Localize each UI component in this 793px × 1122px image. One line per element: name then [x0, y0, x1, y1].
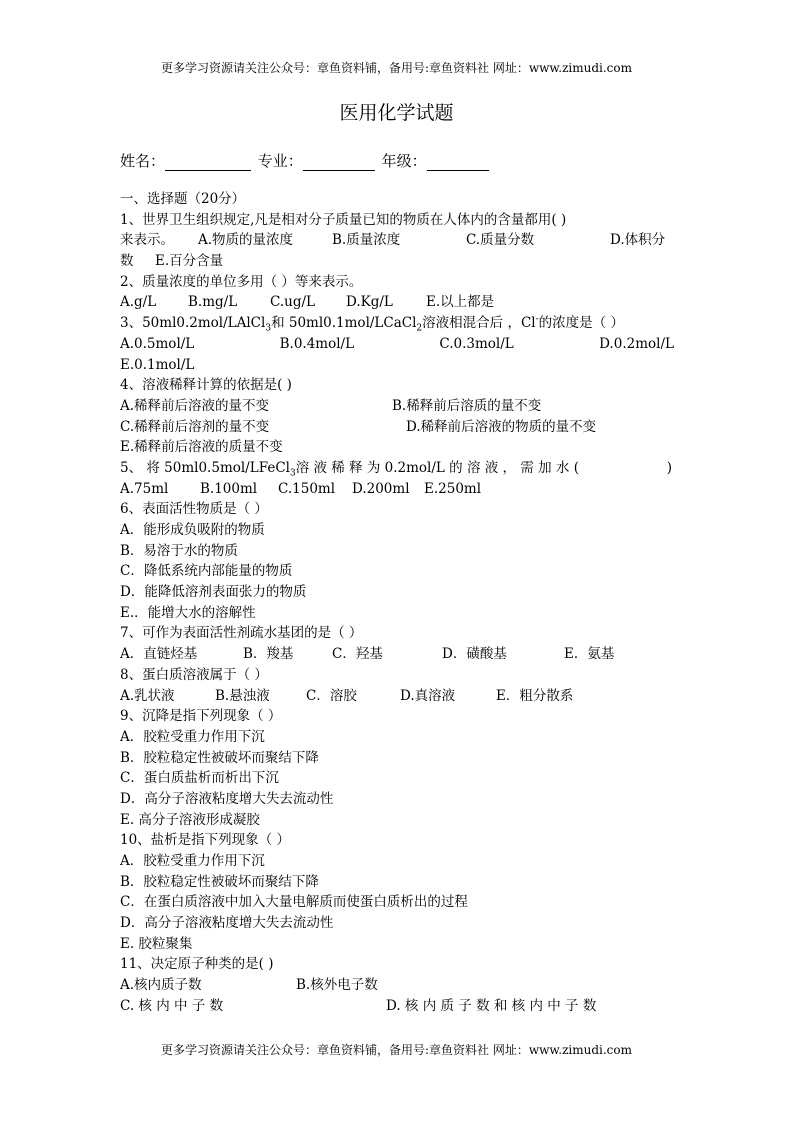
option-c: C．蛋白质盐析而析出下沉 — [120, 770, 279, 787]
grade-blank[interactable] — [427, 154, 489, 171]
option-e: E．氨基 — [564, 646, 615, 663]
page-title: 医用化学试题 — [339, 102, 454, 124]
question-8-options — [120, 686, 674, 707]
section-heading: 一、选择题（20分） — [120, 191, 246, 207]
option-e: E.．能增大水的溶解性 — [120, 604, 256, 621]
stem-part: 溶 液 稀 释 为 0.2mol/L 的 溶 液 ， 需 加 水 ( — [295, 459, 579, 476]
question-6-stem: 6、表面活性物质是（ ） — [120, 501, 268, 518]
question-list — [120, 189, 674, 1017]
question-5-options — [120, 479, 674, 500]
superscript: - — [535, 314, 539, 325]
answer-bracket: ) — [666, 459, 672, 476]
option-d: D.体积分 — [610, 232, 666, 249]
option-e: E. 高分子溶液形成凝胶 — [120, 811, 260, 828]
question-11-options-ab — [120, 975, 674, 996]
option-c: C．降低系统内部能量的物质 — [120, 563, 293, 580]
page-header: 更多学习资源请关注公众号：章鱼资料铺，备用号:章鱼资料社 网址：www.zimudi.com — [161, 61, 632, 75]
option-b: B．胶粒稳定性被破坏而聚结下降 — [120, 749, 319, 766]
option-a: A．胶粒受重力作用下沉 — [120, 853, 265, 869]
option-d: D．高分子溶液粘度增大失去流动性 — [120, 790, 334, 807]
page-footer: 更多学习资源请关注公众号：章鱼资料铺，备用号:章鱼资料社 网址：www.zimudi.com — [161, 1043, 632, 1057]
option-a: A.稀释前后溶液的量不变 — [120, 397, 270, 414]
question-1-options — [120, 230, 674, 251]
option-a: A．直链烃基 — [120, 646, 198, 663]
stem-part: 的浓度是（ ） — [538, 315, 624, 332]
option-a: A．能形成负吸附的物质 — [120, 522, 265, 538]
question-3-stem — [120, 313, 674, 334]
grade-label: 年级： — [381, 152, 427, 170]
option-e: E.250ml — [424, 480, 482, 497]
option-e: E. 胶粒聚集 — [120, 935, 193, 952]
option-c: C.质量分数 — [466, 232, 535, 249]
question-10-stem: 10、盐析是指下列现象（ ） — [120, 832, 290, 849]
option-e: E．粗分散系 — [496, 687, 574, 704]
option-a: A.g/L — [120, 294, 157, 311]
option-e: E.0.1mol/L — [120, 356, 195, 373]
student-info-form — [120, 150, 491, 171]
question-2-stem: 2、质量浓度的单位多用（ ）等来表示。 — [120, 273, 363, 290]
option-b: B.mg/L — [188, 294, 238, 311]
question-3-options — [120, 334, 674, 355]
option-b: B.质量浓度 — [332, 232, 401, 249]
option-b: B．易溶于水的物质 — [120, 542, 238, 559]
option-b: B.稀释前后溶质的量不变 — [392, 397, 542, 414]
option-b: B.100ml — [200, 480, 258, 497]
option-e: E.以上都是 — [426, 294, 495, 311]
subscript: 3 — [265, 323, 272, 334]
stem-part: 3、50ml0.2mol/LAlCl — [120, 315, 266, 332]
option-c: C.0.3mol/L — [439, 335, 514, 352]
question-7-stem: 7、可作为表面活性剂疏水基团的是（ ） — [120, 625, 363, 642]
option-d: D.真溶液 — [400, 687, 456, 704]
major-label: 专业： — [257, 152, 303, 170]
option-d: D．磺酸基 — [442, 646, 507, 663]
option-b: B.0.4mol/L — [279, 335, 355, 352]
option-b: B.悬浊液 — [215, 687, 270, 704]
name-label: 姓名： — [120, 152, 166, 170]
question-4-options-ab — [120, 396, 674, 417]
option-b: B．胶粒稳定性被破坏而聚结下降 — [120, 873, 319, 890]
question-2-options — [120, 292, 674, 313]
question-4-stem: 4、溶液稀释计算的依据是( ) — [120, 377, 292, 394]
major-blank[interactable] — [303, 154, 375, 171]
option-c: C.稀释前后溶剂的量不变 — [120, 418, 270, 435]
option-c: C.150ml — [278, 480, 336, 497]
stem-part: 5、 将 50ml0.5mol/LFeCl — [120, 459, 290, 476]
option-a: A.0.5mol/L — [120, 335, 195, 352]
option-a: A.乳状液 — [120, 687, 175, 704]
option-a: A.物质的量浓度 — [198, 232, 294, 249]
question-11-stem: 11、决定原子种类的是( ) — [120, 956, 274, 973]
option-d: D.Kg/L — [346, 294, 393, 311]
option-a: A．胶粒受重力作用下沉 — [120, 728, 265, 745]
option-d: D.200ml — [352, 480, 410, 497]
option-d: D. 核 内 质 子 数 和 核 内 中 子 数 — [386, 997, 597, 1014]
question-5-stem — [120, 458, 674, 479]
subscript: 2 — [416, 323, 423, 334]
option-c: C. 核 内 中 子 数 — [120, 997, 224, 1014]
option-b: B．羧基 — [243, 646, 294, 663]
option-c: C．羟基 — [332, 646, 383, 663]
option-c: C．在蛋白质溶液中加入大量电解质而使蛋白质析出的过程 — [120, 894, 468, 911]
option-d: D.0.2mol/L — [599, 335, 674, 352]
stem-part: 和 50ml0.1mol/LCaCl — [271, 315, 417, 332]
question-9-stem: 9、沉降是指下列现象（ ） — [120, 708, 282, 725]
subscript: 3 — [289, 468, 296, 479]
question-7-options — [120, 644, 674, 665]
option-a: A.75ml — [120, 480, 169, 497]
option-d: D.稀释前后溶液的物质的量不变 — [406, 418, 597, 435]
question-11-options-cd — [120, 996, 674, 1017]
option-d: D．能降低溶剂表面张力的物质 — [120, 584, 307, 601]
question-1-stem: 1、世界卫生组织规定,凡是相对分子质量已知的物质在人体内的含量都用( ) — [120, 211, 567, 228]
option-c: C.ug/L — [270, 294, 315, 311]
question-1-stem-tail: 来表示。 — [120, 232, 174, 249]
question-4-options-cd — [120, 417, 674, 438]
option-e: E.稀释前后溶液的质量不变 — [120, 439, 283, 456]
option-c: C．溶胶 — [306, 687, 357, 704]
option-b: B.核外电子数 — [296, 977, 378, 994]
question-8-stem: 8、蛋白质溶液属于（ ） — [120, 666, 268, 683]
question-1-options-cont — [120, 251, 674, 272]
option-a: A.核内质子数 — [120, 977, 202, 994]
option-d: D．高分子溶液粘度增大失去流动性 — [120, 915, 334, 932]
option-d-tail: 数 — [120, 253, 134, 270]
option-e: E.百分含量 — [155, 253, 224, 270]
stem-part: 溶液相混合后 ，Cl — [422, 315, 536, 332]
name-blank[interactable] — [165, 154, 251, 171]
